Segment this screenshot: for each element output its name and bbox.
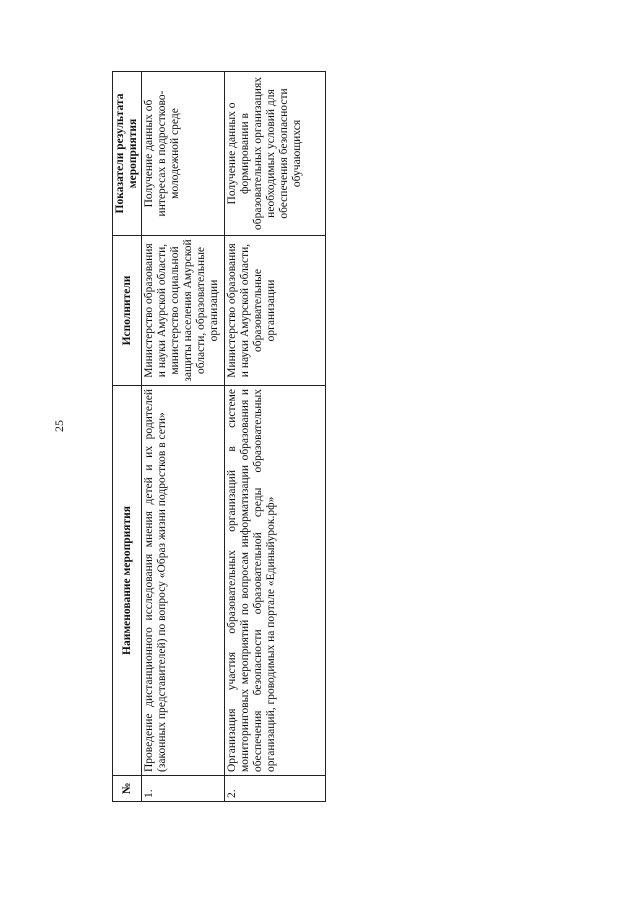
- row-2-results: Получение данных о формировании в образовательных организациях необходимых условий для обеспечения безопасности обучающихся: [225, 72, 326, 236]
- row-2-num: 2.: [225, 776, 326, 802]
- header-executors: Исполнители: [113, 236, 142, 386]
- table-row: [225, 72, 326, 802]
- table-header-row: [113, 72, 142, 802]
- page-number: 25: [52, 420, 66, 432]
- rotated-table-frame: [112, 72, 322, 802]
- row-1-event-name: Проведение дистанционного исследования мнения детей и их родителей (законных представителей) по вопросу «Образ жизни подростков в сети»: [142, 386, 225, 776]
- rotated-table-area: [112, 72, 322, 802]
- row-2-event-name: Организация участия образовательных организаций в системе мониторинговых мероприятий по вопросам информатизации образования и обеспечения безопасности образовательной среды образовательных организаций, гроводимых на портале «Единыйурок.рф»: [225, 386, 326, 776]
- events-table: [112, 71, 326, 802]
- row-1-executors: Министерство образования и науки Амурской области, министерство социальной защиты населения Амурской области, образовательные организации: [142, 236, 225, 386]
- header-results: Показатели результата мероприятия: [113, 72, 142, 236]
- row-2-executors: Министерство образования и науки Амурской области, образовательные организации: [225, 236, 326, 386]
- row-1-results: Получение данных об интересах в подростково-молодежной среде: [142, 72, 225, 236]
- row-1-num: 1.: [142, 776, 225, 802]
- table-row: [142, 72, 225, 802]
- header-event-name: Наименование мероприятия: [113, 386, 142, 776]
- header-num: №: [113, 776, 142, 802]
